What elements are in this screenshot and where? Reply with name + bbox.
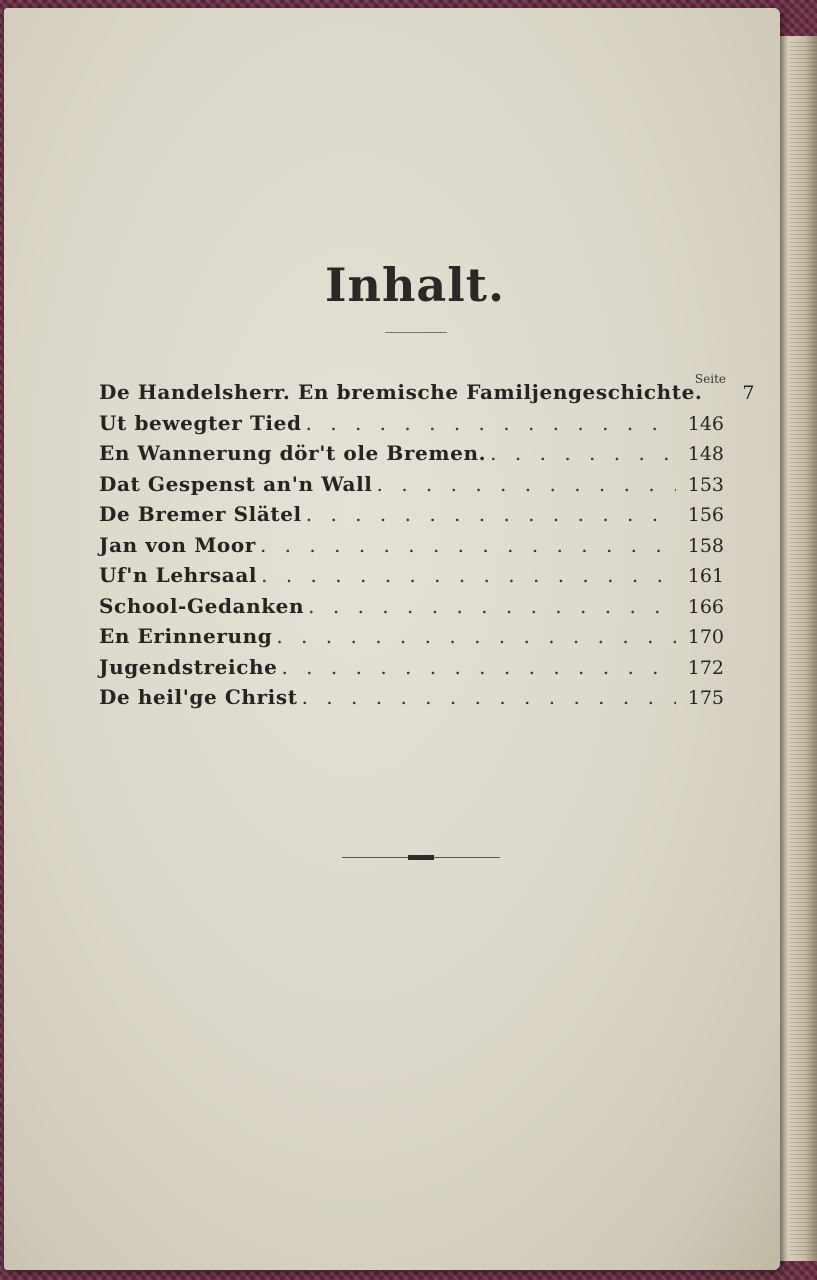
page-title: Inhalt. — [325, 258, 505, 312]
title-divider — [385, 332, 447, 333]
toc-entry — [99, 685, 724, 716]
toc-leader-dots — [376, 472, 676, 496]
toc-entry-page: 166 — [687, 595, 724, 618]
book-page-edges — [790, 40, 817, 1255]
toc-entry-title: School-Gedanken — [99, 593, 305, 618]
toc-entry-title: En Wannerung dör't ole Bremen. — [99, 441, 487, 465]
toc-leader-dots — [281, 655, 676, 679]
toc-entry-title: Jugendstreiche — [99, 654, 278, 679]
toc-entry-page: 156 — [687, 504, 724, 526]
toc-entry-page: 7 — [742, 382, 755, 404]
toc-entry — [99, 563, 724, 594]
toc-leader-dots — [306, 411, 676, 435]
toc-entry-title: De heil'ge Christ — [99, 685, 298, 709]
toc-entry — [99, 624, 724, 655]
table-of-contents — [99, 380, 755, 716]
toc-leader-dots — [276, 624, 676, 648]
toc-entry-page: 153 — [687, 473, 724, 496]
toc-entry — [99, 472, 724, 503]
toc-entry — [99, 655, 724, 686]
ornament-bar — [408, 855, 434, 860]
page-column-label: Seite — [694, 372, 726, 386]
toc-entry-page: 158 — [687, 534, 724, 557]
end-ornament — [342, 855, 500, 861]
toc-entry — [99, 533, 724, 564]
toc-entry-title: Jan von Moor — [99, 532, 256, 557]
toc-entry-page: 172 — [687, 656, 724, 679]
toc-leader-dots — [308, 594, 676, 618]
toc-entry-title: En Erinnerung — [99, 624, 273, 648]
toc-leader-dots — [261, 563, 676, 587]
toc-entry-page: 170 — [687, 626, 724, 648]
toc-leader-dots — [306, 502, 676, 526]
toc-entry-title: De Bremer Slätel — [99, 502, 302, 526]
toc-entry-title: Dat Gespenst an'n Wall — [99, 471, 373, 496]
toc-entry-title: Ut bewegter Tied — [99, 410, 302, 435]
toc-leader-dots — [260, 533, 676, 557]
toc-entry-page: 161 — [687, 565, 724, 587]
toc-entry-title: Uf'n Lehrsaal — [99, 563, 258, 587]
toc-entry — [99, 380, 755, 411]
toc-entry — [99, 594, 724, 625]
toc-entry-page: 146 — [687, 412, 724, 435]
toc-entry-page: 148 — [687, 443, 724, 465]
toc-entry-page: 175 — [687, 687, 724, 709]
toc-leader-dots — [490, 441, 676, 465]
toc-entry — [99, 441, 724, 472]
toc-leader-dots — [302, 685, 676, 709]
toc-entry — [99, 411, 724, 442]
toc-entry-title: De Handelsherr. En bremische Familjengeschichte. — [99, 380, 703, 404]
toc-entry — [99, 502, 724, 533]
